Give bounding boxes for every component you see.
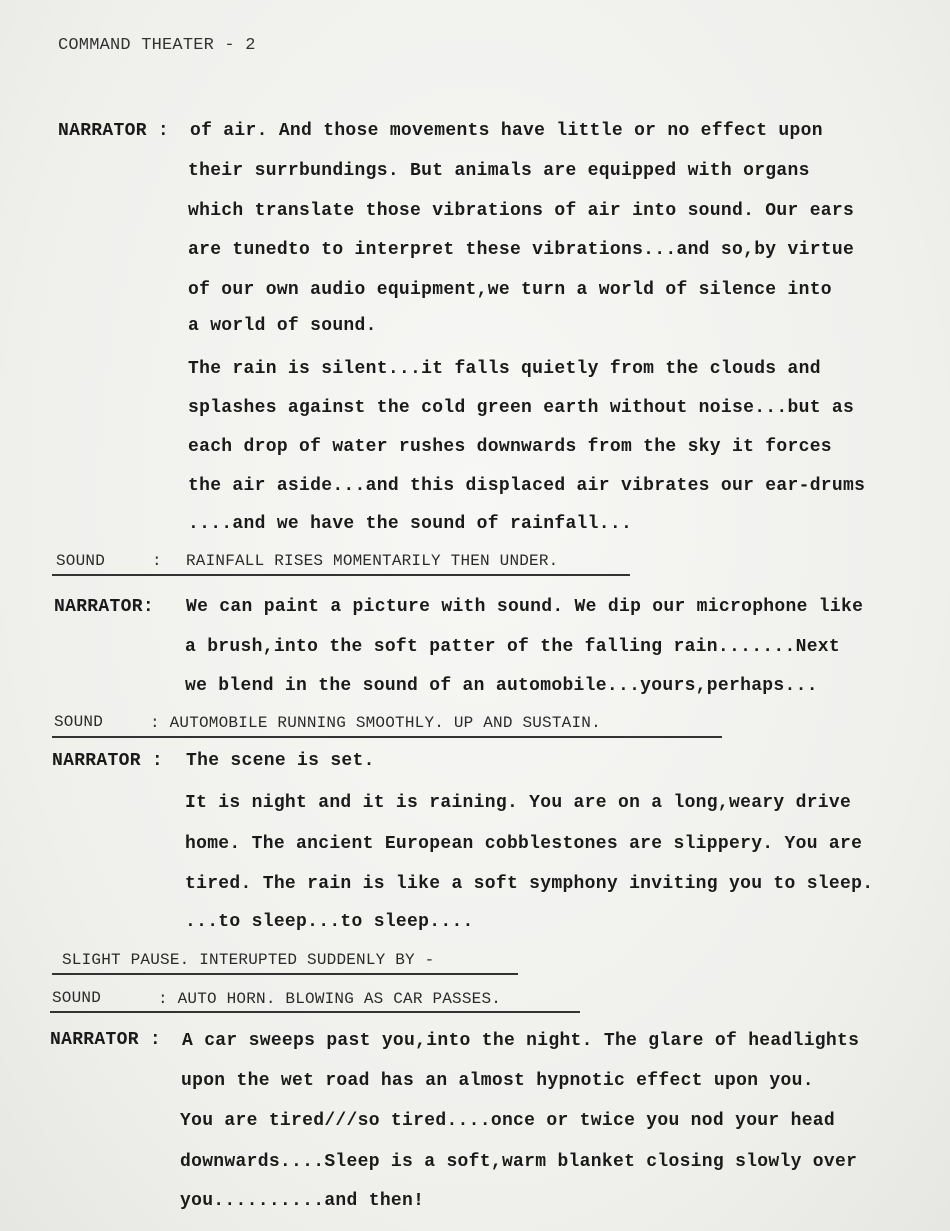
dialogue-line: their surrbundings. But animals are equipped with organs [188, 161, 810, 181]
dialogue-line: downwards....Sleep is a soft,warm blanket closing slowly over [180, 1152, 858, 1172]
dialogue-line: a world of sound. [188, 316, 377, 336]
speaker-label: NARRATOR : [50, 1030, 162, 1050]
dialogue-line: The scene is set. [186, 751, 375, 771]
dialogue-line: each drop of water rushes downwards from the sky it forces [188, 437, 832, 457]
sound-cue-label: SOUND [52, 989, 102, 1007]
dialogue-line: you..........and then! [180, 1191, 425, 1211]
speaker-label: NARRATOR : [52, 751, 164, 771]
dialogue-line: ....and we have the sound of rainfall... [188, 514, 633, 534]
dialogue-line: the air aside...and this displaced air vibrates our ear-drums [188, 476, 866, 496]
sound-cue-colon: : [152, 552, 162, 570]
speaker-label: NARRATOR: [54, 597, 154, 617]
underline-rule [52, 574, 630, 576]
dialogue-line: which translate those vibrations of air into sound. Our ears [188, 201, 855, 221]
underline-rule [50, 1011, 580, 1013]
dialogue-line: upon the wet road has an almost hypnotic effect upon you. [181, 1071, 814, 1091]
dialogue-line: We can paint a picture with sound. We dip our microphone like [186, 597, 864, 617]
dialogue-line: are tunedto to interpret these vibrations...and so,by virtue [188, 240, 855, 260]
dialogue-line: You are tired///so tired....once or twice you nod your head [180, 1111, 836, 1131]
dialogue-line: home. The ancient European cobblestones are slippery. You are [185, 834, 863, 854]
dialogue-line: a brush,into the soft patter of the falling rain.......Next [185, 637, 841, 657]
dialogue-line: The rain is silent...it falls quietly from the clouds and [188, 359, 821, 379]
dialogue-line: of our own audio equipment,we turn a world of silence into [188, 280, 832, 300]
sound-cue-text: : AUTO HORN. BLOWING AS CAR PASSES. [158, 990, 502, 1008]
dialogue-line: ...to sleep...to sleep.... [185, 912, 474, 932]
dialogue-line: of air. And those movements have little or no effect upon [190, 121, 823, 141]
dialogue-line: splashes against the cold green earth without noise...but as [188, 398, 855, 418]
speaker-label: NARRATOR : [58, 121, 170, 141]
dialogue-line: It is night and it is raining. You are on a long,weary drive [185, 793, 852, 813]
page-header: COMMAND THEATER - 2 [58, 36, 256, 55]
sound-cue-label: SOUND [54, 713, 104, 731]
dialogue-line: tired. The rain is like a soft symphony inviting you to sleep. [185, 874, 874, 894]
underline-rule [52, 973, 518, 975]
dialogue-line: we blend in the sound of an automobile...yours,perhaps... [185, 676, 818, 696]
stage-direction: SLIGHT PAUSE. INTERUPTED SUDDENLY BY - [62, 951, 435, 969]
sound-cue-label: SOUND [56, 552, 106, 570]
sound-cue-text: : AUTOMOBILE RUNNING SMOOTHLY. UP AND SUSTAIN. [150, 714, 601, 732]
sound-cue-text: RAINFALL RISES MOMENTARILY THEN UNDER. [186, 552, 559, 570]
underline-rule [52, 736, 722, 738]
dialogue-line: A car sweeps past you,into the night. The glare of headlights [182, 1031, 860, 1051]
